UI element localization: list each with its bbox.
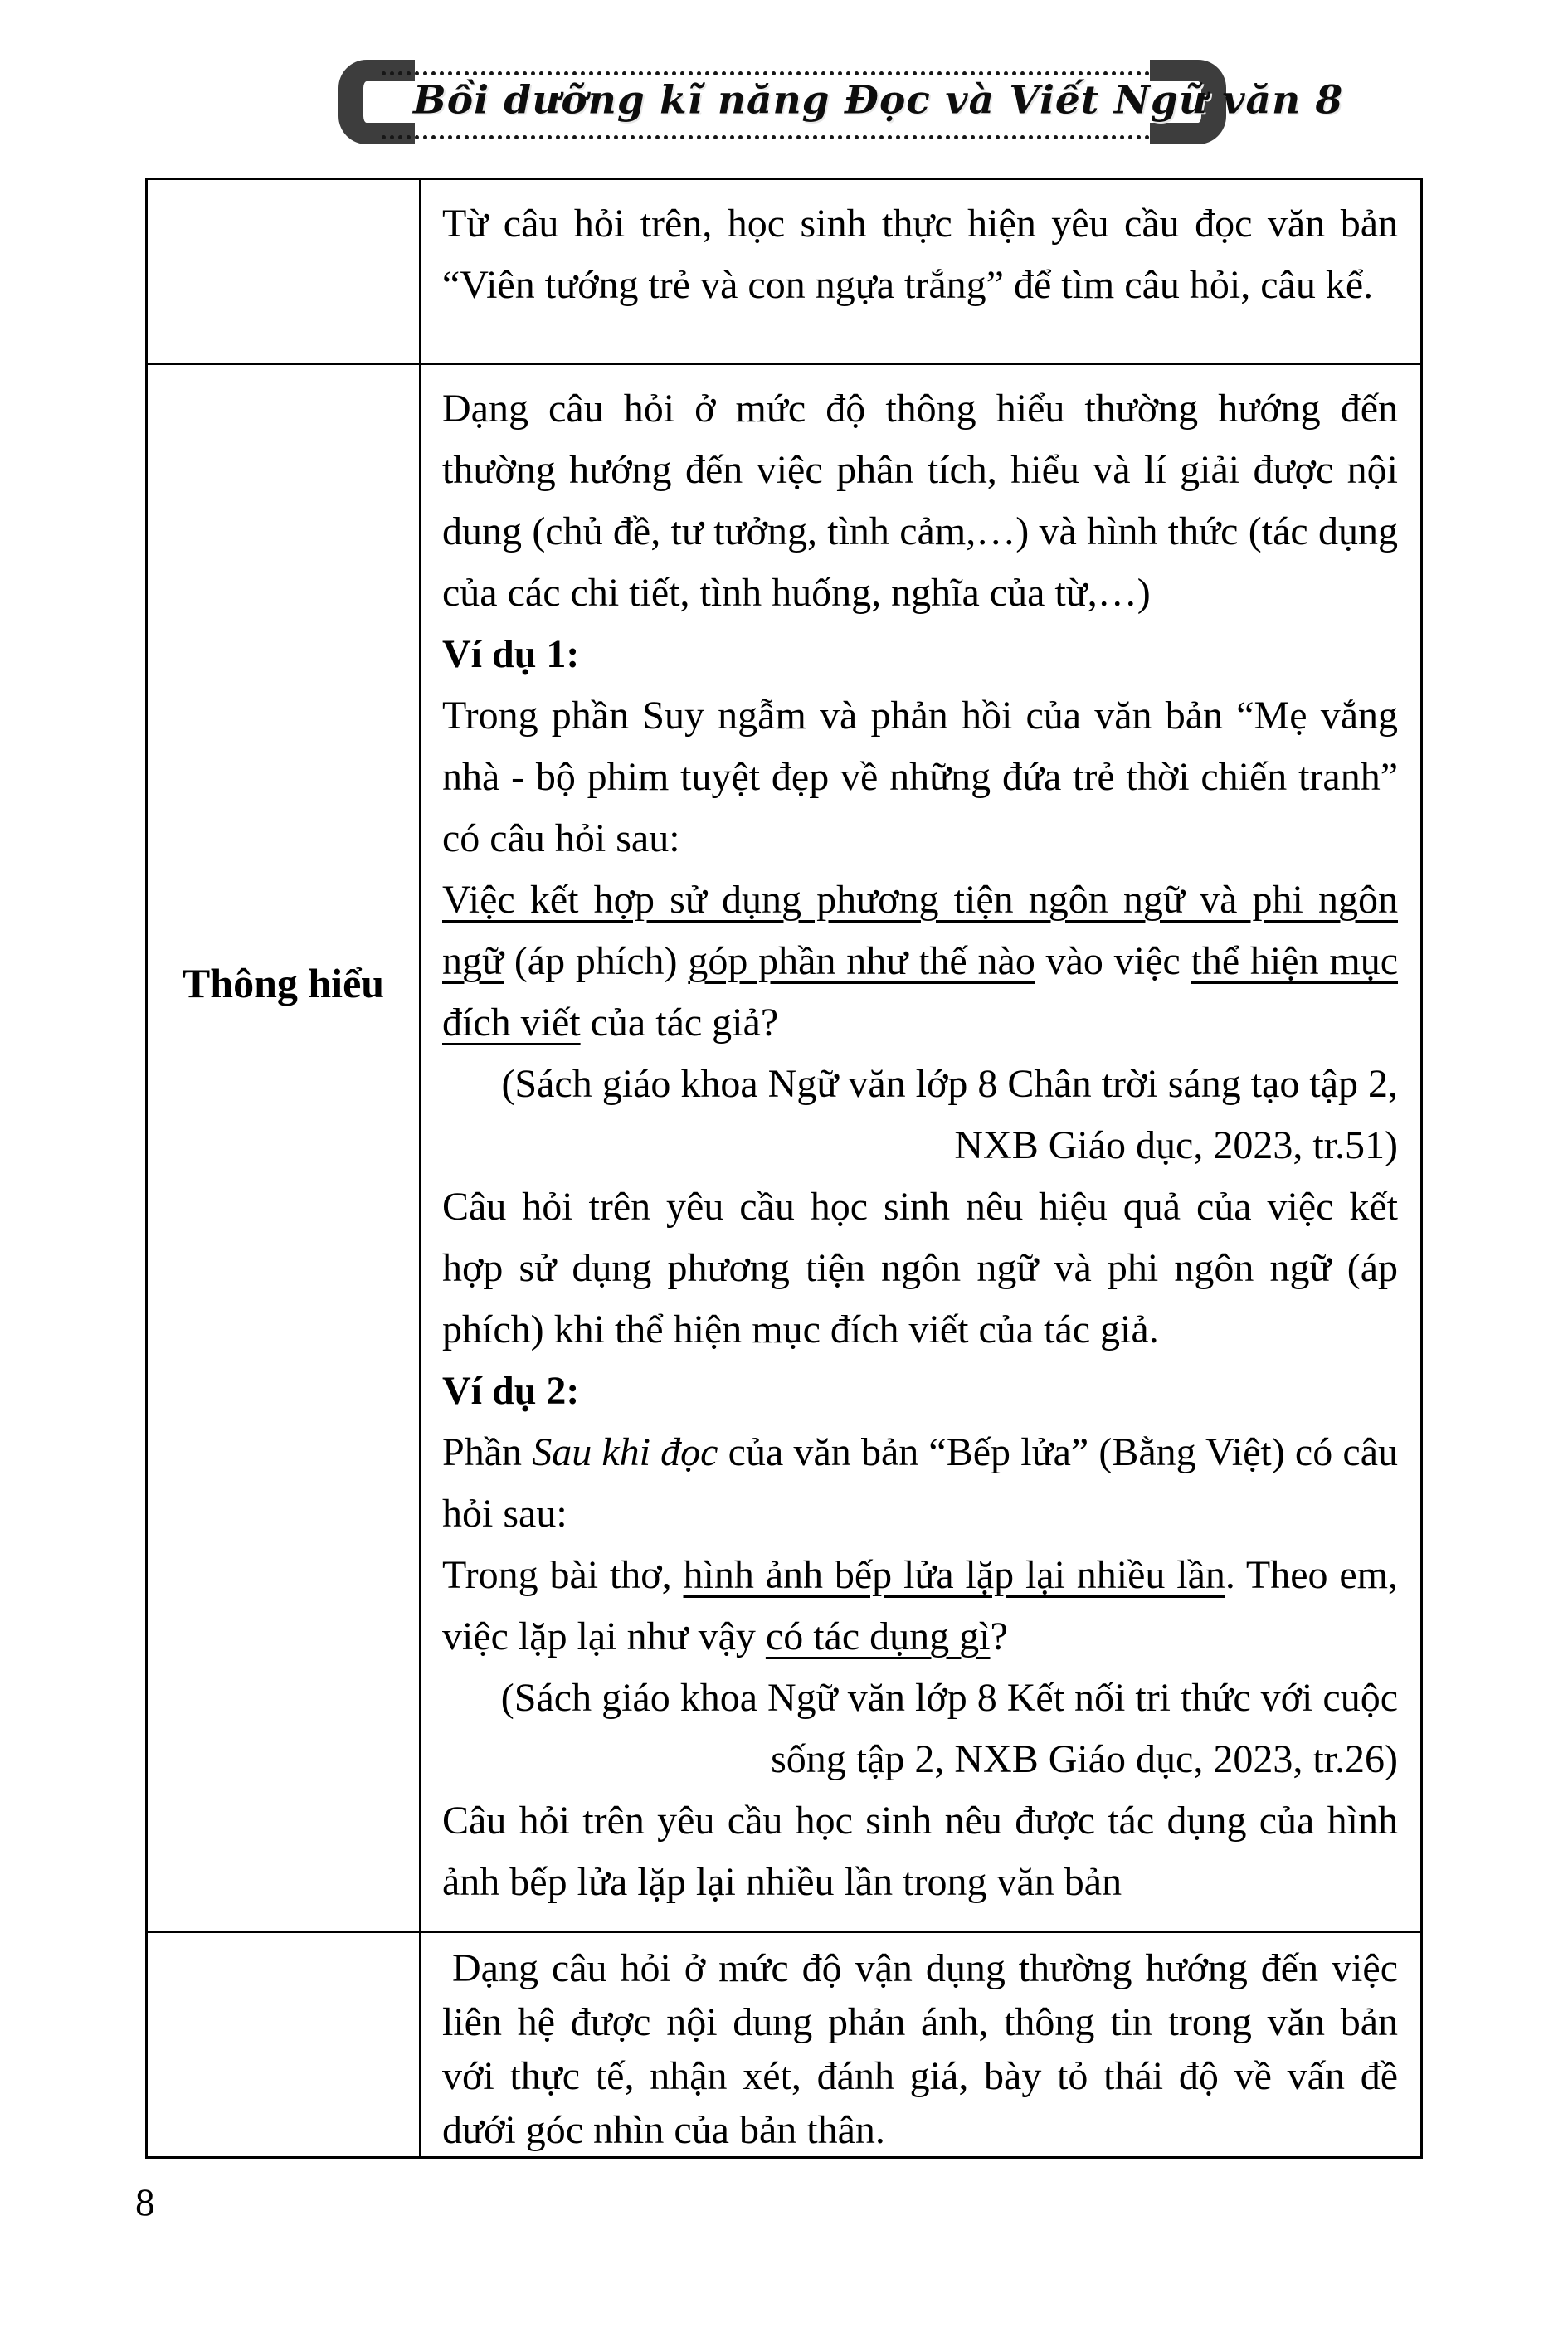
text-run: (áp phích) — [504, 939, 689, 983]
label-cell — [147, 364, 421, 1932]
cell-content — [421, 180, 1420, 363]
underlined-text: góp phần như thế nào — [688, 939, 1035, 983]
table-row — [147, 179, 1422, 364]
page-number: 8 — [135, 2181, 155, 2224]
content-cell — [421, 364, 1422, 1932]
text-run: (Sách giáo khoa Ngữ văn lớp 8 Kết nối tri thức với cuộc sống tập 2, NXB Giáo dục, 2023, tr.26) — [500, 1676, 1398, 1781]
text-run: . Theo em, việc lặp lại như vậy — [442, 1553, 1399, 1658]
paragraph — [442, 193, 1398, 316]
paragraph — [442, 378, 1398, 624]
text-run: Trong phần Suy ngẫm và phản hồi của văn bản “Mẹ vắng nhà - bộ phim tuyệt đẹp về những đứa trẻ thời chiến tranh” có câu hỏi sau: — [442, 694, 1398, 860]
paragraph — [442, 624, 1398, 685]
text-run: Sau khi đọc — [532, 1430, 718, 1474]
underlined-text: có tác dụng gì — [765, 1614, 991, 1658]
text-run: Trong bài thơ, — [442, 1553, 684, 1597]
content-table — [145, 178, 1423, 2159]
content-cell — [421, 1932, 1422, 2158]
header-title: Bồi dưỡng kĩ năng Đọc và Viết Ngữ văn 8 — [413, 77, 1344, 124]
text-run: Phần — [442, 1430, 533, 1474]
text-run: của văn bản “Bếp lửa” (Bằng Việt) có câu hỏi sau: — [442, 1430, 1399, 1536]
paragraph — [442, 1422, 1398, 1545]
row-label-thong-hieu: Thông hiểu — [182, 960, 385, 1006]
table-row — [147, 364, 1422, 1932]
text-run: (Sách giáo khoa Ngữ văn lớp 8 Chân trời sáng tạo tập 2, NXB Giáo dục, 2023, tr.51) — [501, 1062, 1398, 1167]
label-cell — [147, 179, 421, 364]
label-cell — [147, 1932, 421, 2158]
text-run: Ví dụ 1: — [442, 632, 580, 676]
paragraph — [442, 1790, 1398, 1913]
text-run: vào việc — [1035, 939, 1191, 983]
text-run: Câu hỏi trên yêu cầu học sinh nêu được tác dụng của hình ảnh bếp lửa lặp lại nhiều lần trong văn bản — [442, 1799, 1398, 1904]
content-cell — [421, 179, 1422, 364]
paragraph — [442, 1668, 1398, 1790]
paragraph — [442, 1941, 1398, 2156]
text-run: ? — [990, 1614, 1008, 1658]
text-run: Dạng câu hỏi ở mức độ thông hiểu thường hướng đến thường hướng đến việc phân tích, hiểu và lí giải được nội dung (chủ đề, tư tưởng, tình cảm,…) và hình thức (tác dụng của các chi tiết, tình huống, nghĩa của từ,…) — [442, 387, 1398, 615]
text-run: của tác giả? — [580, 1001, 779, 1045]
paragraph — [442, 1545, 1398, 1668]
paragraph — [442, 685, 1398, 869]
paragraph — [442, 1054, 1398, 1176]
cell-content — [421, 1933, 1420, 2156]
text-run: Từ câu hỏi trên, học sinh thực hiện yêu cầu đọc văn bản “Viên tướng trẻ và con ngựa trắng” để tìm câu hỏi, câu kể. — [442, 202, 1398, 307]
text-run: Ví dụ 2: — [442, 1369, 580, 1413]
underlined-text: hình ảnh bếp lửa lặp lại nhiều lần — [683, 1553, 1225, 1597]
paragraph — [442, 1176, 1398, 1361]
cell-content — [421, 365, 1420, 1931]
header-banner — [338, 60, 1344, 144]
text-run: Dạng câu hỏi ở mức độ vận dụng thường hướng đến việc liên hệ được nội dung phản ánh, thông tin trong văn bản với thực tế, nhận xét, đánh giá, bày tỏ thái độ về vấn đề dưới góc nhìn của bản thân. — [442, 1946, 1398, 2152]
underlined-text: thể hiện mục đích viết — [442, 939, 1399, 1045]
text-run: Câu hỏi trên yêu cầu học sinh nêu hiệu quả của việc kết hợp sử dụng phương tiện ngôn ngữ và phi ngôn ngữ (áp phích) khi thể hiện mục đích viết của tác giả. — [442, 1185, 1398, 1351]
paragraph — [442, 1361, 1398, 1422]
table-row — [147, 1932, 1422, 2158]
underlined-text: Việc kết hợp sử dụng phương tiện ngôn ngữ và phi ngôn ngữ — [442, 878, 1398, 983]
paragraph — [442, 869, 1398, 1054]
